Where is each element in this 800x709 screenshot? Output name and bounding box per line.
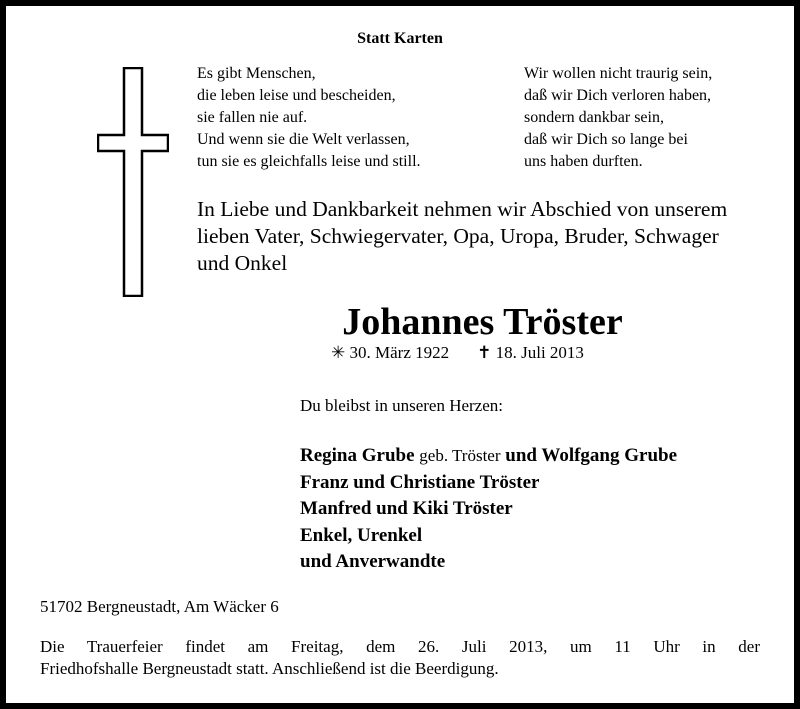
poem-line: daß wir Dich so lange bei [524,131,688,148]
funeral-info [40,636,760,680]
signer-line: Manfred und Kiki Tröster [300,498,513,519]
funeral-line: Friedhofshalle Bergneustadt statt. Anschließend ist die Beerdigung. [40,659,499,678]
poem-right [524,63,712,173]
intro-line: und Onkel [197,251,288,275]
signer-line: Enkel, Urenkel [300,524,423,546]
poem-line: daß wir Dich verloren haben, [524,87,712,104]
intro-line: In Liebe und Dankbarkeit nehmen wir Abschied von unserem [197,197,728,221]
poem-line: tun sie es gleichfalls leise und still. [197,153,421,170]
poem-line: sondern dankbar sein, [524,109,664,126]
funeral-line: Die Trauerfeier findet am Freitag, dem 26. Juli 2013, um 11 Uhr in der [40,637,760,656]
poem-line: Es gibt Menschen, [197,65,316,82]
deceased-name: Johannes Tröster [342,301,623,343]
life-dates [331,343,584,363]
poem-line: Wir wollen nicht traurig sein, [524,65,713,82]
signers-list [300,443,677,576]
poem-line: uns haben durften. [524,153,643,170]
signer-line: und Anverwandte [300,551,446,572]
intro-line: lieben Vater, Schwiegervater, Opa, Uropa, Bruder, Schwager [197,224,719,248]
signer-line: Franz und Christiane Tröster [300,471,540,493]
address: 51702 Bergneustadt, Am Wäcker 6 [40,597,279,616]
intro-text [197,196,727,277]
signer-name: Regina Grube [300,445,415,466]
heart-line: Du bleibst in unseren Herzen: [300,396,503,415]
signer-line [300,443,677,470]
birth-date: ✳ 30. März 1922 [331,343,450,362]
cross-icon [97,67,169,297]
signer-maiden: geb. Tröster [419,446,501,465]
poem-left [197,63,421,173]
death-date: ✝ 18. Juli 2013 [477,343,584,362]
header-title: Statt Karten [357,30,443,47]
poem-line: sie fallen nie auf. [197,109,308,126]
poem-line: Und wenn sie die Welt verlassen, [197,131,410,148]
poem-line: die leben leise und bescheiden, [197,87,396,104]
signer-name: und Wolfgang Grube [505,445,678,466]
